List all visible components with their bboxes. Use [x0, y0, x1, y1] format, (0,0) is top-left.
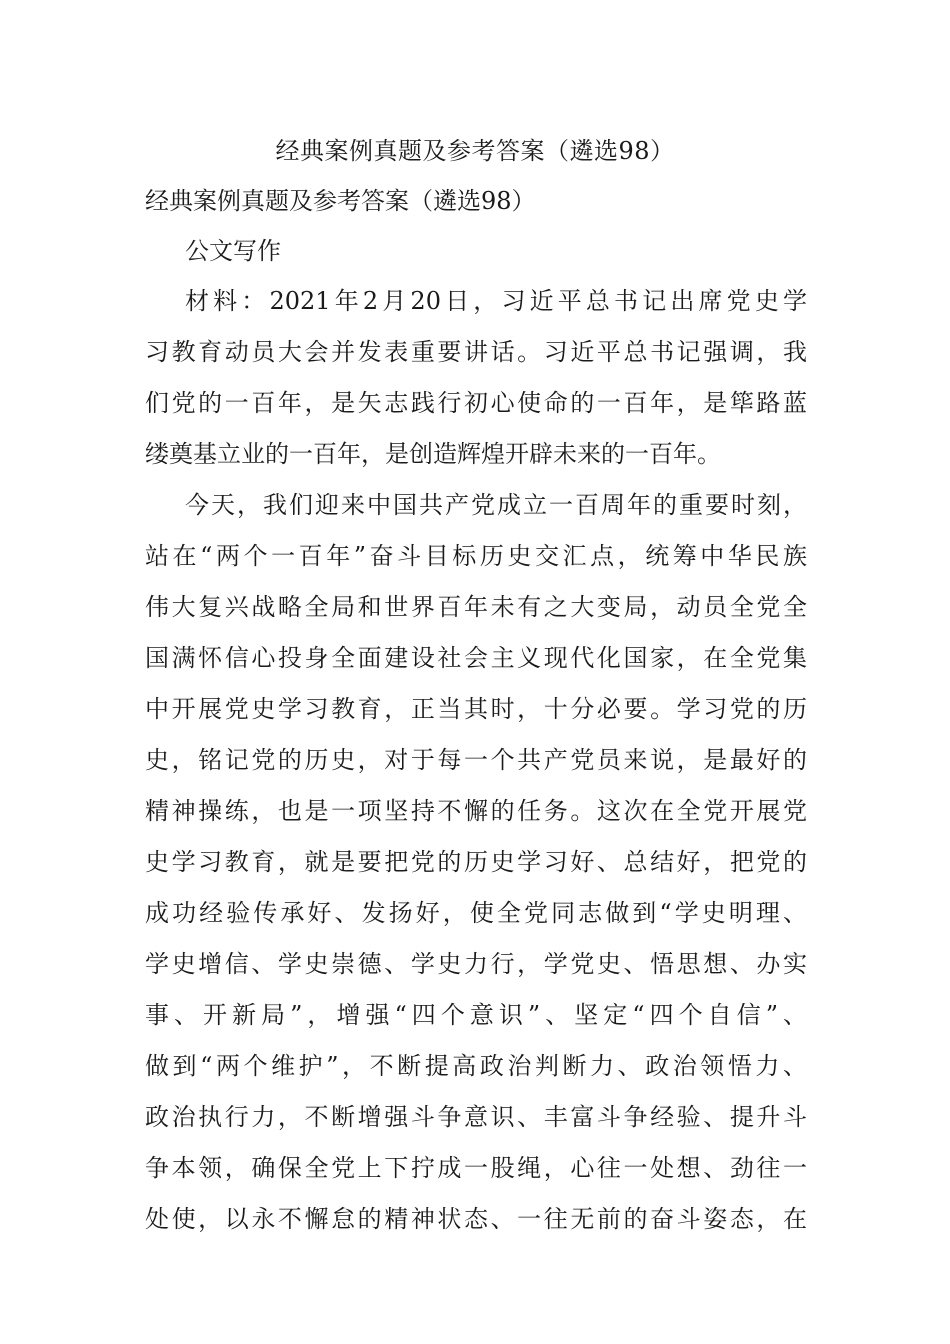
document-title: 经典案例真题及参考答案（遴选98）	[275, 137, 675, 165]
section-heading: 公文写作	[185, 237, 281, 265]
paragraph-line: 成功经验传承好、发扬好，使全党同志做到“学史明理、	[145, 899, 807, 927]
paragraph-line: 学史增信、学史崇德、学史力行，学党史、悟思想、办实	[145, 950, 807, 978]
paragraph-line: 国满怀信心投身全面建设社会主义现代化国家，在全党集	[145, 644, 807, 672]
paragraph-line: 今天，我们迎来中国共产党成立一百周年的重要时刻，	[185, 491, 807, 519]
paragraph-line: 精神操练，也是一项坚持不懈的任务。这次在全党开展党	[145, 797, 807, 825]
paragraph-line: 争本领，确保全党上下拧成一股绳，心往一处想、劲往一	[145, 1154, 807, 1182]
paragraph-line: 事、开新局”，增强“四个意识”、坚定“四个自信”、	[145, 1001, 807, 1029]
paragraph-line: 史，铭记党的历史，对于每一个共产党员来说，是最好的	[145, 746, 807, 774]
paragraph-line: 们党的一百年，是矢志践行初心使命的一百年，是筚路蓝	[145, 389, 807, 417]
paragraph-line: 站在“两个一百年”奋斗目标历史交汇点，统筹中华民族	[145, 542, 807, 570]
document-subtitle: 经典案例真题及参考答案（遴选98）	[145, 187, 536, 215]
paragraph-line: 中开展党史学习教育，正当其时，十分必要。学习党的历	[145, 695, 807, 723]
paragraph-line: 伟大复兴战略全局和世界百年未有之大变局，动员全党全	[145, 593, 807, 621]
paragraph-line: 做到“两个维护”，不断提高政治判断力、政治领悟力、	[145, 1052, 807, 1080]
paragraph-line: 处使，以永不懈怠的精神状态、一往无前的奋斗姿态，在	[145, 1205, 807, 1233]
paragraph-line: 史学习教育，就是要把党的历史学习好、总结好，把党的	[145, 848, 807, 876]
paragraph-line: 习教育动员大会并发表重要讲话。习近平总书记强调，我	[145, 338, 807, 366]
paragraph-line: 缕奠基立业的一百年，是创造辉煌开辟未来的一百年。	[145, 440, 721, 468]
paragraph-line: 材料：2021年2月20日，习近平总书记出席党史学	[185, 287, 807, 315]
paragraph-line: 政治执行力，不断增强斗争意识、丰富斗争经验、提升斗	[145, 1103, 807, 1131]
